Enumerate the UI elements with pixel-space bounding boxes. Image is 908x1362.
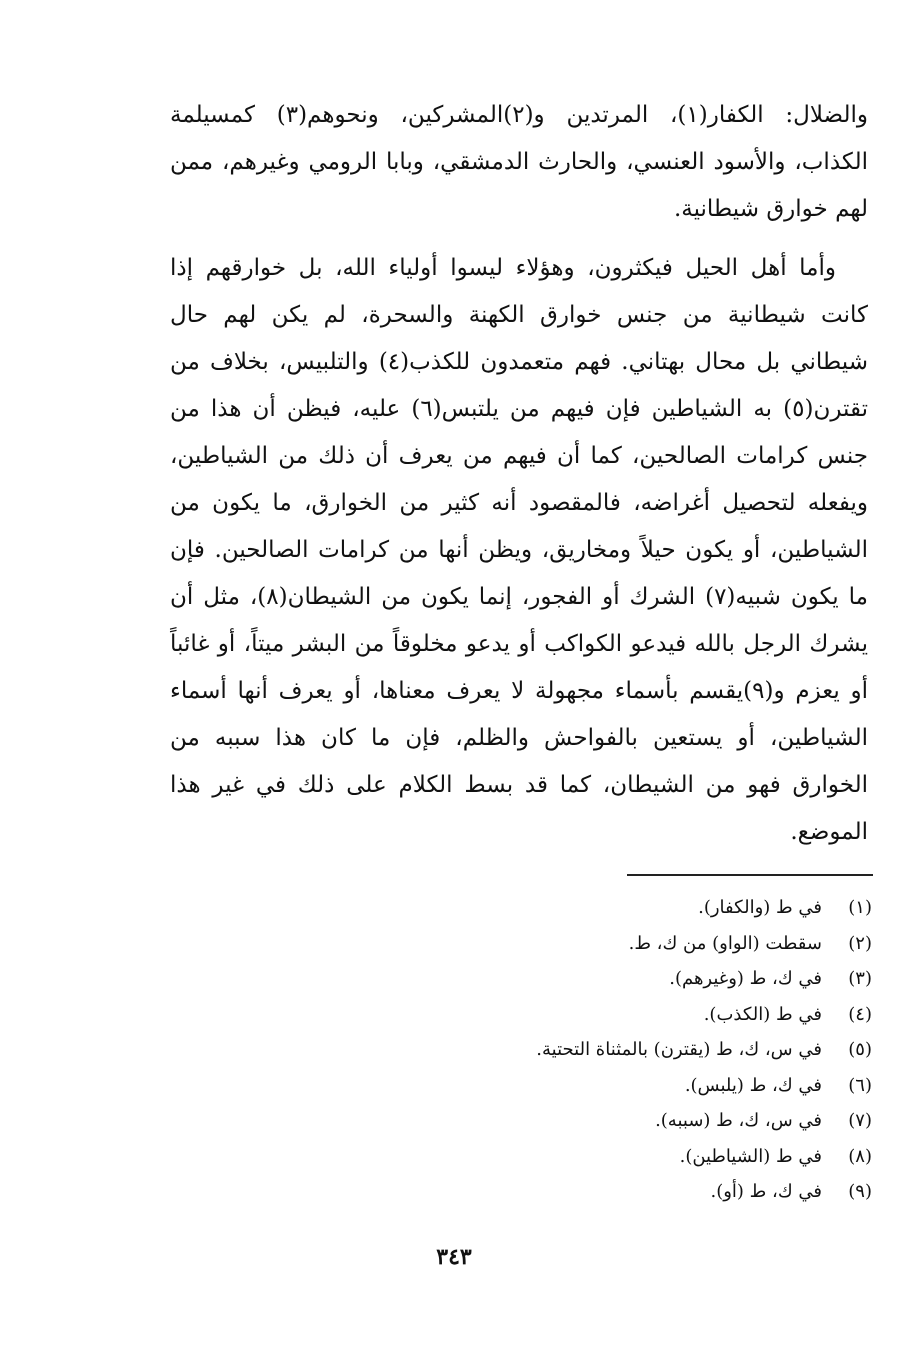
footnote-text: في ك، ط (وغيرهم). <box>669 968 822 989</box>
footnote-text: في ك، ط (يلبس). <box>684 1074 822 1096</box>
footnote-number: (١) <box>848 897 872 918</box>
footnote-item <box>300 1174 872 1210</box>
footnote-separator <box>627 874 873 876</box>
footnote-text: في س، ك، ط (سببه). <box>655 1110 822 1131</box>
footnote-item <box>300 890 872 926</box>
page-number: ٣٤٣ <box>436 1244 472 1270</box>
paragraph-1: والضلال: الكفار(١)، المرتدين و(٢)المشركين، ونحوهم(٣) كمسيلمة الكذاب، والأسود العنسي، والحارث الدمشقي، وبابا الرومي وغيرهم، ممن لهم خوارق شيطانية. <box>170 102 869 222</box>
footnote-item <box>300 1032 872 1068</box>
footnote-number: (٢) <box>848 932 872 954</box>
paragraph-2: وأما أهل الحيل فيكثرون، وهؤلاء ليسوا أولياء الله، بل خوارقهم إذا كانت شيطانية من جنس خوارق الكهنة والسحرة، لم يكن لهم حال شيطاني بل محال بهتاني. فهم متعمدون للكذب(٤) والتلبيس، بخلاف من تقترن(٥) به الشياطين فإن فيهم من يلتبس(٦) عليه، فيظن أن هذا من جنس كرامات الصالحين، كما أن فيهم من يعرف أن ذلك من الشياطين، ويفعله لتحصيل أغراضه، فالمقصود أنه كثير من الخوارق، ما يكون من الشياطين، أو يكون حيلاً ومخاريق، ويظن أنها من كرامات الصالحين. فإن ما يكون شبيه(٧) الشرك أو الفجور، إنما يكون من الشيطان(٨)، مثل أن يشرك الرجل بالله فيدعو الكواكب أو يدعو مخلوقاً من البشر ميتاً، أو غائباً أو يعزم و(٩)يقسم بأسماء مجهولة لا يعرف معناها، أو يعرف أنها أسماء الشياطين، أو يستعين بالفواحش والظلم، فإن ما كان هذا سببه من الخوارق فهو من الشيطان، كما قد بسط الكلام على ذلك في غير هذا الموضع. <box>170 255 868 845</box>
footnote-text: سقطت (الواو) من ك، ط. <box>628 932 822 954</box>
footnote-text: في ط (الشياطين). <box>679 1145 822 1167</box>
footnote-item <box>300 1068 872 1104</box>
main-text <box>170 92 868 856</box>
footnote-item <box>300 1103 872 1139</box>
footnote-item <box>300 926 872 962</box>
footnote-number: (٧) <box>848 1110 872 1131</box>
footnote-text: في ط (والكفار). <box>698 897 822 918</box>
footnote-number: (٥) <box>848 1039 872 1060</box>
footnotes-list <box>300 890 872 1210</box>
footnote-text: في ط (الكذب). <box>703 1003 822 1025</box>
footnote-number: (٤) <box>848 1003 872 1025</box>
footnote-number: (٦) <box>848 1074 872 1096</box>
footnote-text: في س، ك، ط (يقترن) بالمثناة التحتية. <box>536 1039 822 1060</box>
footnote-item <box>300 1139 872 1175</box>
footnote-number: (٨) <box>848 1145 872 1167</box>
footnote-text: في ك، ط (أو). <box>710 1181 822 1202</box>
footnote-number: (٣) <box>848 968 872 989</box>
footnote-item <box>300 997 872 1033</box>
footnote-item <box>300 961 872 997</box>
footnote-number: (٩) <box>848 1181 872 1202</box>
